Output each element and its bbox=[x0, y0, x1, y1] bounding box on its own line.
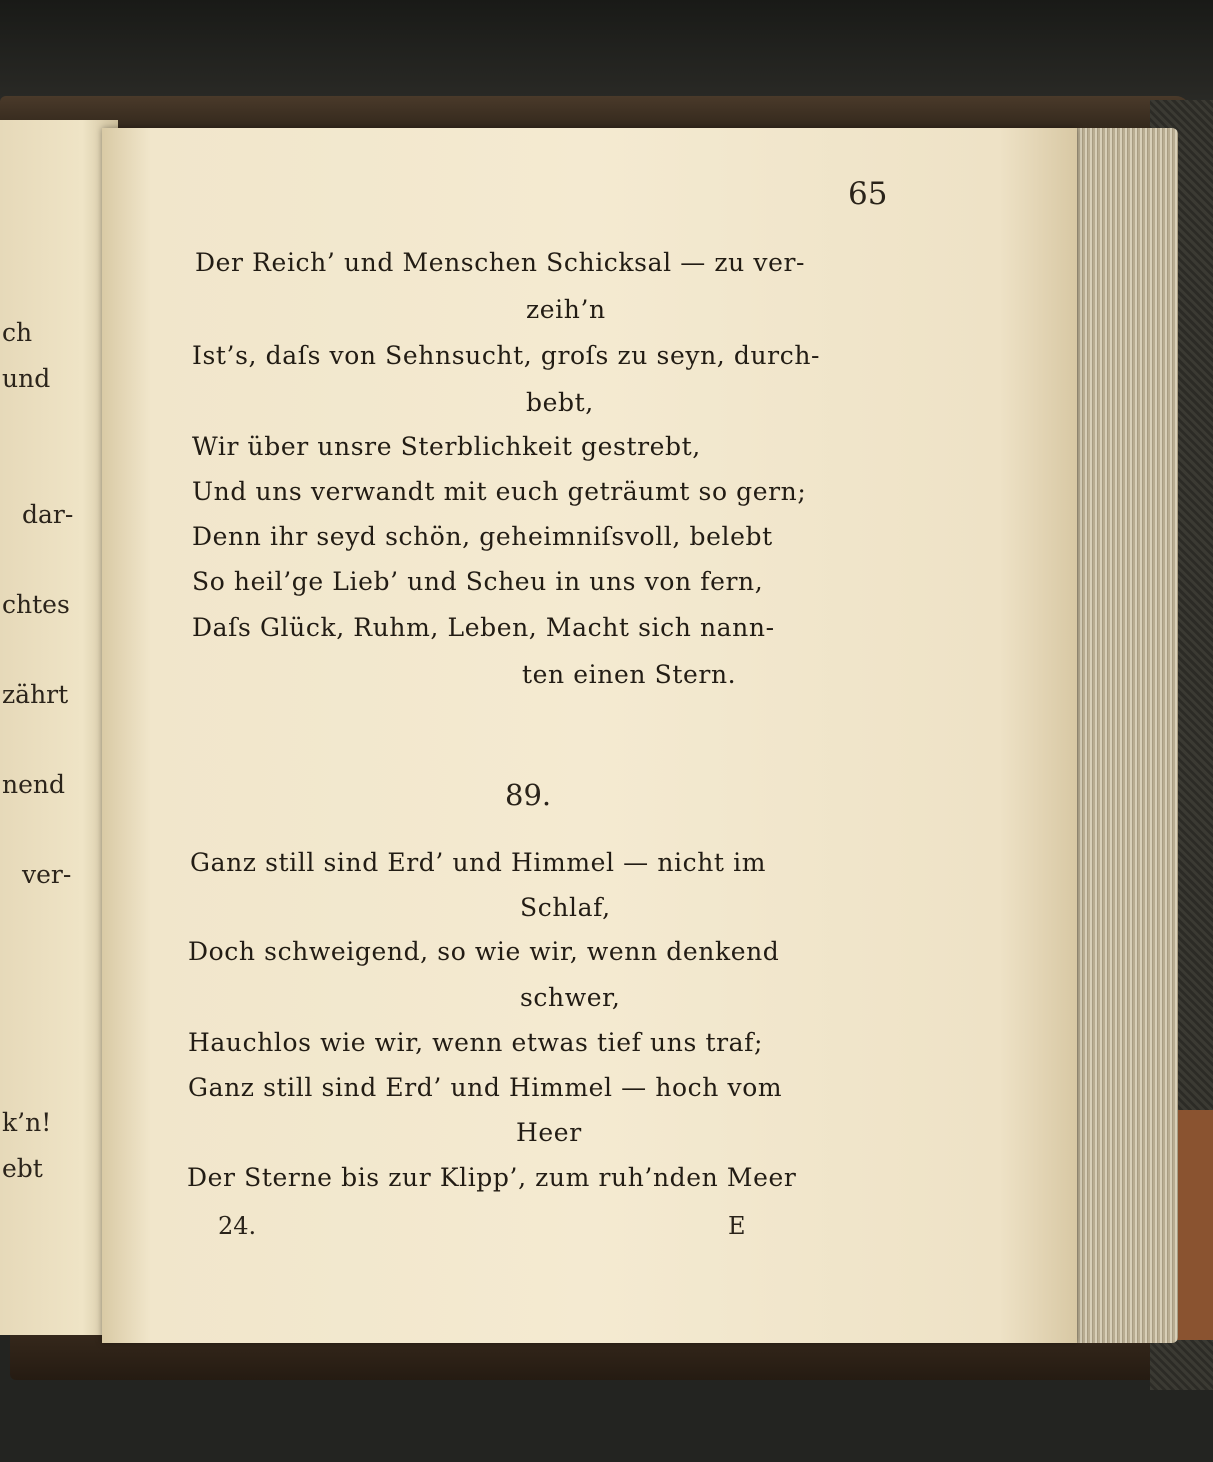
verse-line: Hauchlos wie wir, wenn etwas tief uns traf; bbox=[188, 1028, 764, 1057]
left-page-fragment: chtes bbox=[2, 590, 70, 619]
verse-line: zeih’n bbox=[526, 295, 606, 324]
verse-line: ten einen Stern. bbox=[522, 660, 737, 689]
left-page-fragment: ch bbox=[2, 318, 33, 347]
page-number: 65 bbox=[848, 176, 888, 212]
verse-line: bebt, bbox=[526, 388, 594, 417]
verse-line: Heer bbox=[516, 1118, 582, 1147]
left-page-fragment: k’n! bbox=[2, 1108, 52, 1137]
page-edges bbox=[1068, 128, 1178, 1343]
signature-letter: E bbox=[728, 1212, 746, 1240]
poem-number: 89. bbox=[505, 778, 552, 812]
verse-line: Ist’s, daſs von Sehnsucht, groſs zu seyn, durch- bbox=[192, 341, 821, 370]
left-page bbox=[0, 120, 118, 1335]
verse-line: Ganz still sind Erd’ und Himmel — nicht im bbox=[190, 848, 767, 877]
verse-line: schwer, bbox=[520, 983, 621, 1012]
verse-line: Wir über unsre Sterblichkeit gestrebt, bbox=[192, 432, 701, 461]
verse-line: Denn ihr seyd schön, geheimniſsvoll, belebt bbox=[192, 522, 773, 551]
left-page-fragment: zährt bbox=[2, 680, 69, 709]
verse-line: Und uns verwandt mit euch geträumt so gern; bbox=[192, 477, 807, 506]
left-page-fragment: nend bbox=[2, 770, 66, 799]
scan-top-shadow bbox=[0, 0, 1213, 110]
verse-line: Schlaf, bbox=[520, 893, 611, 922]
left-page-fragment: ver- bbox=[22, 860, 72, 889]
left-page-fragment: dar- bbox=[22, 500, 74, 529]
left-page-fragment: ebt bbox=[2, 1154, 43, 1183]
verse-line: Doch schweigend, so wie wir, wenn denkend bbox=[188, 937, 780, 966]
left-page-fragment: und bbox=[2, 364, 51, 393]
verse-line: Der Reich’ und Menschen Schicksal — zu ver- bbox=[195, 248, 806, 277]
verse-line: Ganz still sind Erd’ und Himmel — hoch vom bbox=[188, 1073, 783, 1102]
verse-line: So heil’ge Lieb’ und Scheu in uns von fern, bbox=[192, 567, 764, 596]
verse-line: Der Sterne bis zur Klipp’, zum ruh’nden Meer bbox=[187, 1163, 797, 1192]
signature-mark: 24. bbox=[218, 1212, 257, 1240]
verse-line: Daſs Glück, Ruhm, Leben, Macht sich nann- bbox=[192, 613, 775, 642]
